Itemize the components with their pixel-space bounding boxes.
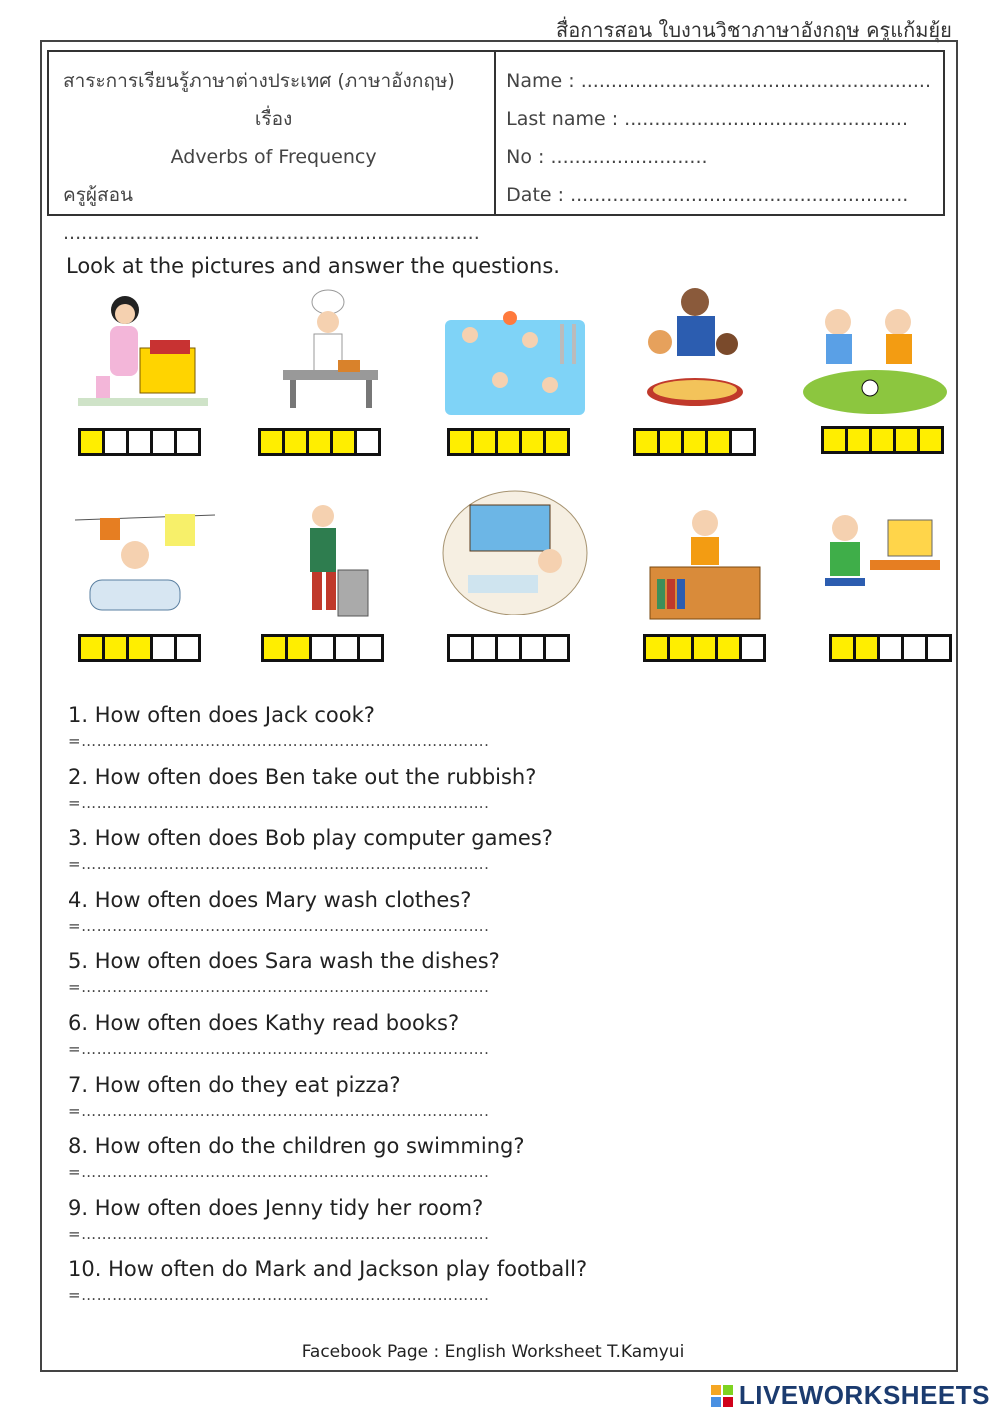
answer-line[interactable]: =……………………………………………………………………. xyxy=(68,1163,490,1182)
meter-cell xyxy=(471,431,495,453)
meter-cell xyxy=(126,431,150,453)
boy-playing-computer-icon xyxy=(800,500,950,630)
meter-cell xyxy=(917,429,941,451)
meter-cell xyxy=(264,637,285,659)
answer-line[interactable]: =……………………………………………………………………. xyxy=(68,793,490,812)
frequency-meter-7 xyxy=(261,634,384,662)
meter-cell xyxy=(354,431,378,453)
topic-title: Adverbs of Frequency xyxy=(170,146,377,168)
meter-cell xyxy=(543,431,567,453)
meter-cell xyxy=(667,637,691,659)
meter-cell xyxy=(824,429,845,451)
question-item xyxy=(68,700,668,762)
meter-cell xyxy=(102,431,126,453)
meter-cell xyxy=(925,637,949,659)
question-item xyxy=(68,1070,668,1132)
meter-cell xyxy=(519,431,543,453)
girl-reading-books-icon xyxy=(635,505,785,635)
meter-cell xyxy=(261,431,282,453)
chef-cooking-icon xyxy=(268,288,418,418)
frequency-meter-4 xyxy=(633,428,756,456)
meter-cell xyxy=(282,431,306,453)
meter-cell xyxy=(450,431,471,453)
meter-cell xyxy=(495,431,519,453)
question-text: 1. How often does Jack cook? xyxy=(68,703,375,727)
meter-cell xyxy=(657,431,681,453)
last-name-field[interactable]: Last name : ............................................... xyxy=(506,108,909,130)
meter-cell xyxy=(357,637,381,659)
meter-cell xyxy=(519,637,543,659)
meter-cell xyxy=(126,637,150,659)
frequency-meter-6 xyxy=(78,634,201,662)
number-field[interactable]: No : .......................... xyxy=(506,146,708,168)
answer-line[interactable]: =……………………………………………………………………. xyxy=(68,855,490,874)
frequency-meter-2 xyxy=(258,428,381,456)
answer-line[interactable]: =……………………………………………………………………. xyxy=(68,1101,490,1120)
question-text: 4. How often does Mary wash clothes? xyxy=(68,887,472,912)
frequency-meter-8 xyxy=(447,634,570,662)
header-right xyxy=(496,52,943,214)
meter-cell xyxy=(471,637,495,659)
meter-cell xyxy=(715,637,739,659)
boys-playing-football-icon xyxy=(800,292,950,422)
question-item xyxy=(68,823,668,885)
question-text: 9. How often does Jenny tidy her room? xyxy=(68,1195,484,1220)
meter-cell xyxy=(102,637,126,659)
question-text: 7. How often do they eat pizza? xyxy=(68,1072,401,1097)
meter-cell xyxy=(150,637,174,659)
answer-line[interactable]: =……………………………………………………………………. xyxy=(68,732,490,750)
frequency-meter-9 xyxy=(643,634,766,662)
meter-cell xyxy=(739,637,763,659)
meter-cell xyxy=(853,637,877,659)
question-list xyxy=(68,700,668,1316)
frequency-meter-3 xyxy=(447,428,570,456)
meter-cell xyxy=(691,637,715,659)
question-item xyxy=(68,762,668,824)
question-text: 6. How often does Kathy read books? xyxy=(68,1010,460,1035)
meter-cell xyxy=(333,637,357,659)
meter-cell xyxy=(309,637,333,659)
question-text: 8. How often do the children go swimming? xyxy=(68,1134,525,1159)
children-swimming-icon xyxy=(440,300,590,430)
meter-cell xyxy=(81,637,102,659)
topic-label: เรื่อง xyxy=(254,108,293,130)
footer-text: Facebook Page : English Worksheet T.Kamyui xyxy=(301,1342,685,1362)
meter-cell xyxy=(845,429,869,451)
answer-line[interactable]: =……………………………………………………………………. xyxy=(68,1286,490,1305)
meter-cell xyxy=(729,431,753,453)
meter-cell xyxy=(705,431,729,453)
question-text: 10. How often do Mark and Jackson play football? xyxy=(68,1257,588,1282)
liveworksheets-logo-icon xyxy=(711,1385,733,1407)
brand-logo[interactable] xyxy=(711,1380,990,1411)
meter-cell xyxy=(174,431,198,453)
meter-cell xyxy=(495,637,519,659)
answer-line[interactable]: =……………………………………………………………………. xyxy=(68,1039,490,1058)
family-eating-pizza-icon xyxy=(635,282,785,412)
meter-cell xyxy=(893,429,917,451)
question-text: 5. How often does Sara wash the dishes? xyxy=(68,949,500,974)
question-text: 3. How often does Bob play computer games? xyxy=(68,826,553,851)
meter-cell xyxy=(150,431,174,453)
meter-cell xyxy=(330,431,354,453)
meter-cell xyxy=(832,637,853,659)
meter-cell xyxy=(681,431,705,453)
question-item xyxy=(68,885,668,947)
brand-name: LIVEWORKSHEETS xyxy=(738,1380,990,1410)
question-item xyxy=(68,946,668,1008)
meter-cell xyxy=(81,431,102,453)
answer-line[interactable]: =……………………………………………………………………. xyxy=(68,916,490,935)
boy-taking-out-rubbish-icon xyxy=(268,500,418,630)
girl-tidying-room-icon xyxy=(70,288,220,418)
meter-cell xyxy=(877,637,901,659)
question-item xyxy=(68,1193,668,1255)
frequency-meter-1 xyxy=(78,428,201,456)
question-text: 2. How often does Ben take out the rubbish? xyxy=(68,764,537,789)
meter-cell xyxy=(306,431,330,453)
meter-cell xyxy=(450,637,471,659)
meter-cell xyxy=(174,637,198,659)
footer-credit xyxy=(0,1342,1000,1362)
worksheet-header xyxy=(47,50,945,244)
meter-cell xyxy=(285,637,309,659)
answer-line[interactable]: =……………………………………………………………………. xyxy=(68,978,490,997)
question-item xyxy=(68,1131,668,1193)
header-left xyxy=(49,52,496,244)
meter-cell xyxy=(636,431,657,453)
picture-grid xyxy=(60,280,960,670)
meter-cell xyxy=(869,429,893,451)
date-field[interactable]: Date : ........................................................ xyxy=(506,184,909,206)
subject-label: สาระการเรียนรู้ภาษาต่างประเทศ (ภาษาอังกฤษ) xyxy=(63,70,455,92)
meter-cell xyxy=(646,637,667,659)
girl-washing-clothes-icon xyxy=(70,500,220,630)
meter-cell xyxy=(543,637,567,659)
meter-cell xyxy=(901,637,925,659)
instruction-text: Look at the pictures and answer the questions. xyxy=(66,254,560,278)
top-caption: สื่อการสอน ใบงานวิชาภาษาอังกฤษ ครูแก้มยุ้ย xyxy=(556,18,952,42)
frequency-meter-10 xyxy=(829,634,952,662)
frequency-meter-5 xyxy=(821,426,944,454)
girl-washing-dishes-icon xyxy=(440,485,590,615)
name-field[interactable]: Name : .......................................................... xyxy=(506,70,931,92)
question-item xyxy=(68,1008,668,1070)
teacher-field[interactable]: ครูผู้สอน ..................................................................... xyxy=(63,184,480,244)
question-item xyxy=(68,1254,668,1316)
answer-line[interactable]: =……………………………………………………………………. xyxy=(68,1224,490,1243)
